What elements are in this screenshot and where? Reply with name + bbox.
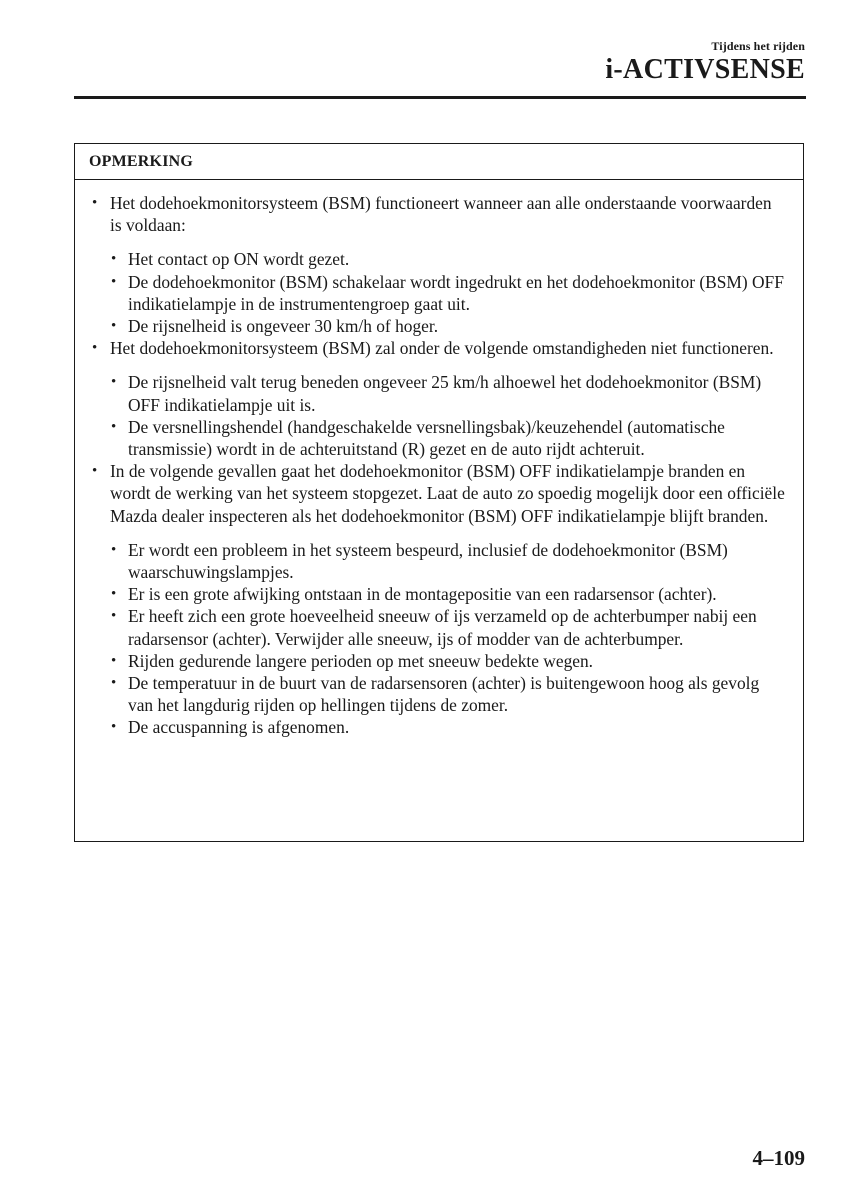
bullet-icon: • bbox=[111, 719, 117, 736]
note-subitem-text: De rijsnelheid valt terug beneden ongeveer 25 km/h alhoewel het dodehoekmonitor (BSM) OFF indikatielampje uit is. bbox=[128, 372, 762, 415]
note-sublist bbox=[110, 248, 787, 337]
note-subitem bbox=[110, 248, 787, 270]
note-subitem bbox=[110, 271, 787, 315]
page-title: i-ACTIVSENSE bbox=[605, 54, 805, 85]
note-subitem-text: De dodehoekmonitor (BSM) schakelaar wordt ingedrukt en het dodehoekmonitor (BSM) OFF indikatielampje in de instrumentengroep gaat uit. bbox=[128, 271, 784, 314]
note-item bbox=[91, 337, 787, 460]
bullet-icon: • bbox=[111, 251, 117, 268]
note-subitem-text: Er is een grote afwijking ontstaan in de montagepositie van een radarsensor (achter). bbox=[128, 584, 717, 605]
note-item bbox=[91, 192, 787, 337]
note-subitem-text: Er heeft zich een grote hoeveelheid sneeuw of ijs verzameld op de achterbumper nabij een radarsensor (achter). Verwijder alle sneeuw, ijs of modder van de achterbumper. bbox=[128, 606, 757, 649]
bullet-icon: • bbox=[111, 675, 117, 692]
note-item-text: In de volgende gevallen gaat het dodehoekmonitor (BSM) OFF indikatielampje branden en wordt de werking van het systeem stopgezet. Laat de auto zo spoedig mogelijk door een officiële Mazda dealer inspecteren als het dodehoekmonitor (BSM) OFF indikatielampje blijft branden. bbox=[110, 461, 785, 526]
note-subitem bbox=[110, 539, 787, 583]
bullet-icon: • bbox=[111, 273, 117, 290]
bullet-icon: • bbox=[92, 340, 98, 357]
note-item bbox=[91, 460, 787, 738]
note-subitem bbox=[110, 315, 787, 337]
header-divider bbox=[74, 96, 806, 99]
note-subitem bbox=[110, 716, 787, 738]
bullet-icon: • bbox=[111, 608, 117, 625]
note-subitem-text: Het contact op ON wordt gezet. bbox=[128, 249, 350, 270]
note-subitem-text: De versnellingshendel (handgeschakelde versnellingsbak)/keuzehendel (automatische transmissie) wordt in de achteruitstand (R) gezet en de auto rijdt achteruit. bbox=[128, 416, 725, 460]
bullet-icon: • bbox=[111, 374, 117, 391]
note-subitem-text: De temperatuur in de buurt van de radarsensoren (achter) is buitengewoon hoog als gevolg van het langdurig rijden op hellingen tijdens de zomer. bbox=[128, 673, 760, 716]
note-subitem bbox=[110, 672, 787, 716]
note-item-text: Het dodehoekmonitorsysteem (BSM) zal onder de volgende omstandigheden niet functioneren. bbox=[110, 338, 774, 359]
note-sublist bbox=[110, 371, 787, 460]
note-subitem bbox=[110, 605, 787, 649]
bullet-icon: • bbox=[111, 318, 117, 335]
note-item-text: Het dodehoekmonitorsysteem (BSM) functioneert wanneer aan alle onderstaande voorwaarden is voldaan: bbox=[110, 193, 772, 236]
note-subitem bbox=[110, 416, 787, 460]
note-sublist bbox=[110, 539, 787, 739]
note-subitem bbox=[110, 583, 787, 605]
note-subitem-text: De accuspanning is afgenomen. bbox=[128, 717, 350, 738]
bullet-icon: • bbox=[92, 463, 98, 480]
note-box bbox=[74, 143, 804, 842]
note-heading: OPMERKING bbox=[75, 144, 803, 180]
bullet-icon: • bbox=[111, 418, 117, 435]
note-body bbox=[75, 180, 803, 739]
bullet-icon: • bbox=[111, 652, 117, 669]
note-subitem bbox=[110, 650, 787, 672]
note-subitem bbox=[110, 371, 787, 415]
section-subtitle: Tijdens het rijden bbox=[711, 39, 805, 53]
page-number: 4–109 bbox=[752, 1146, 805, 1170]
note-subitem-text: Er wordt een probleem in het systeem bespeurd, inclusief de dodehoekmonitor (BSM) waarschuwingslampjes. bbox=[128, 539, 728, 583]
bullet-icon: • bbox=[111, 541, 117, 558]
bullet-icon: • bbox=[92, 195, 98, 211]
bullet-icon: • bbox=[111, 586, 117, 603]
note-subitem-text: Rijden gedurende langere perioden op met sneeuw bedekte wegen. bbox=[128, 650, 594, 671]
note-subitem-text: De rijsnelheid is ongeveer 30 km/h of hoger. bbox=[128, 316, 439, 337]
